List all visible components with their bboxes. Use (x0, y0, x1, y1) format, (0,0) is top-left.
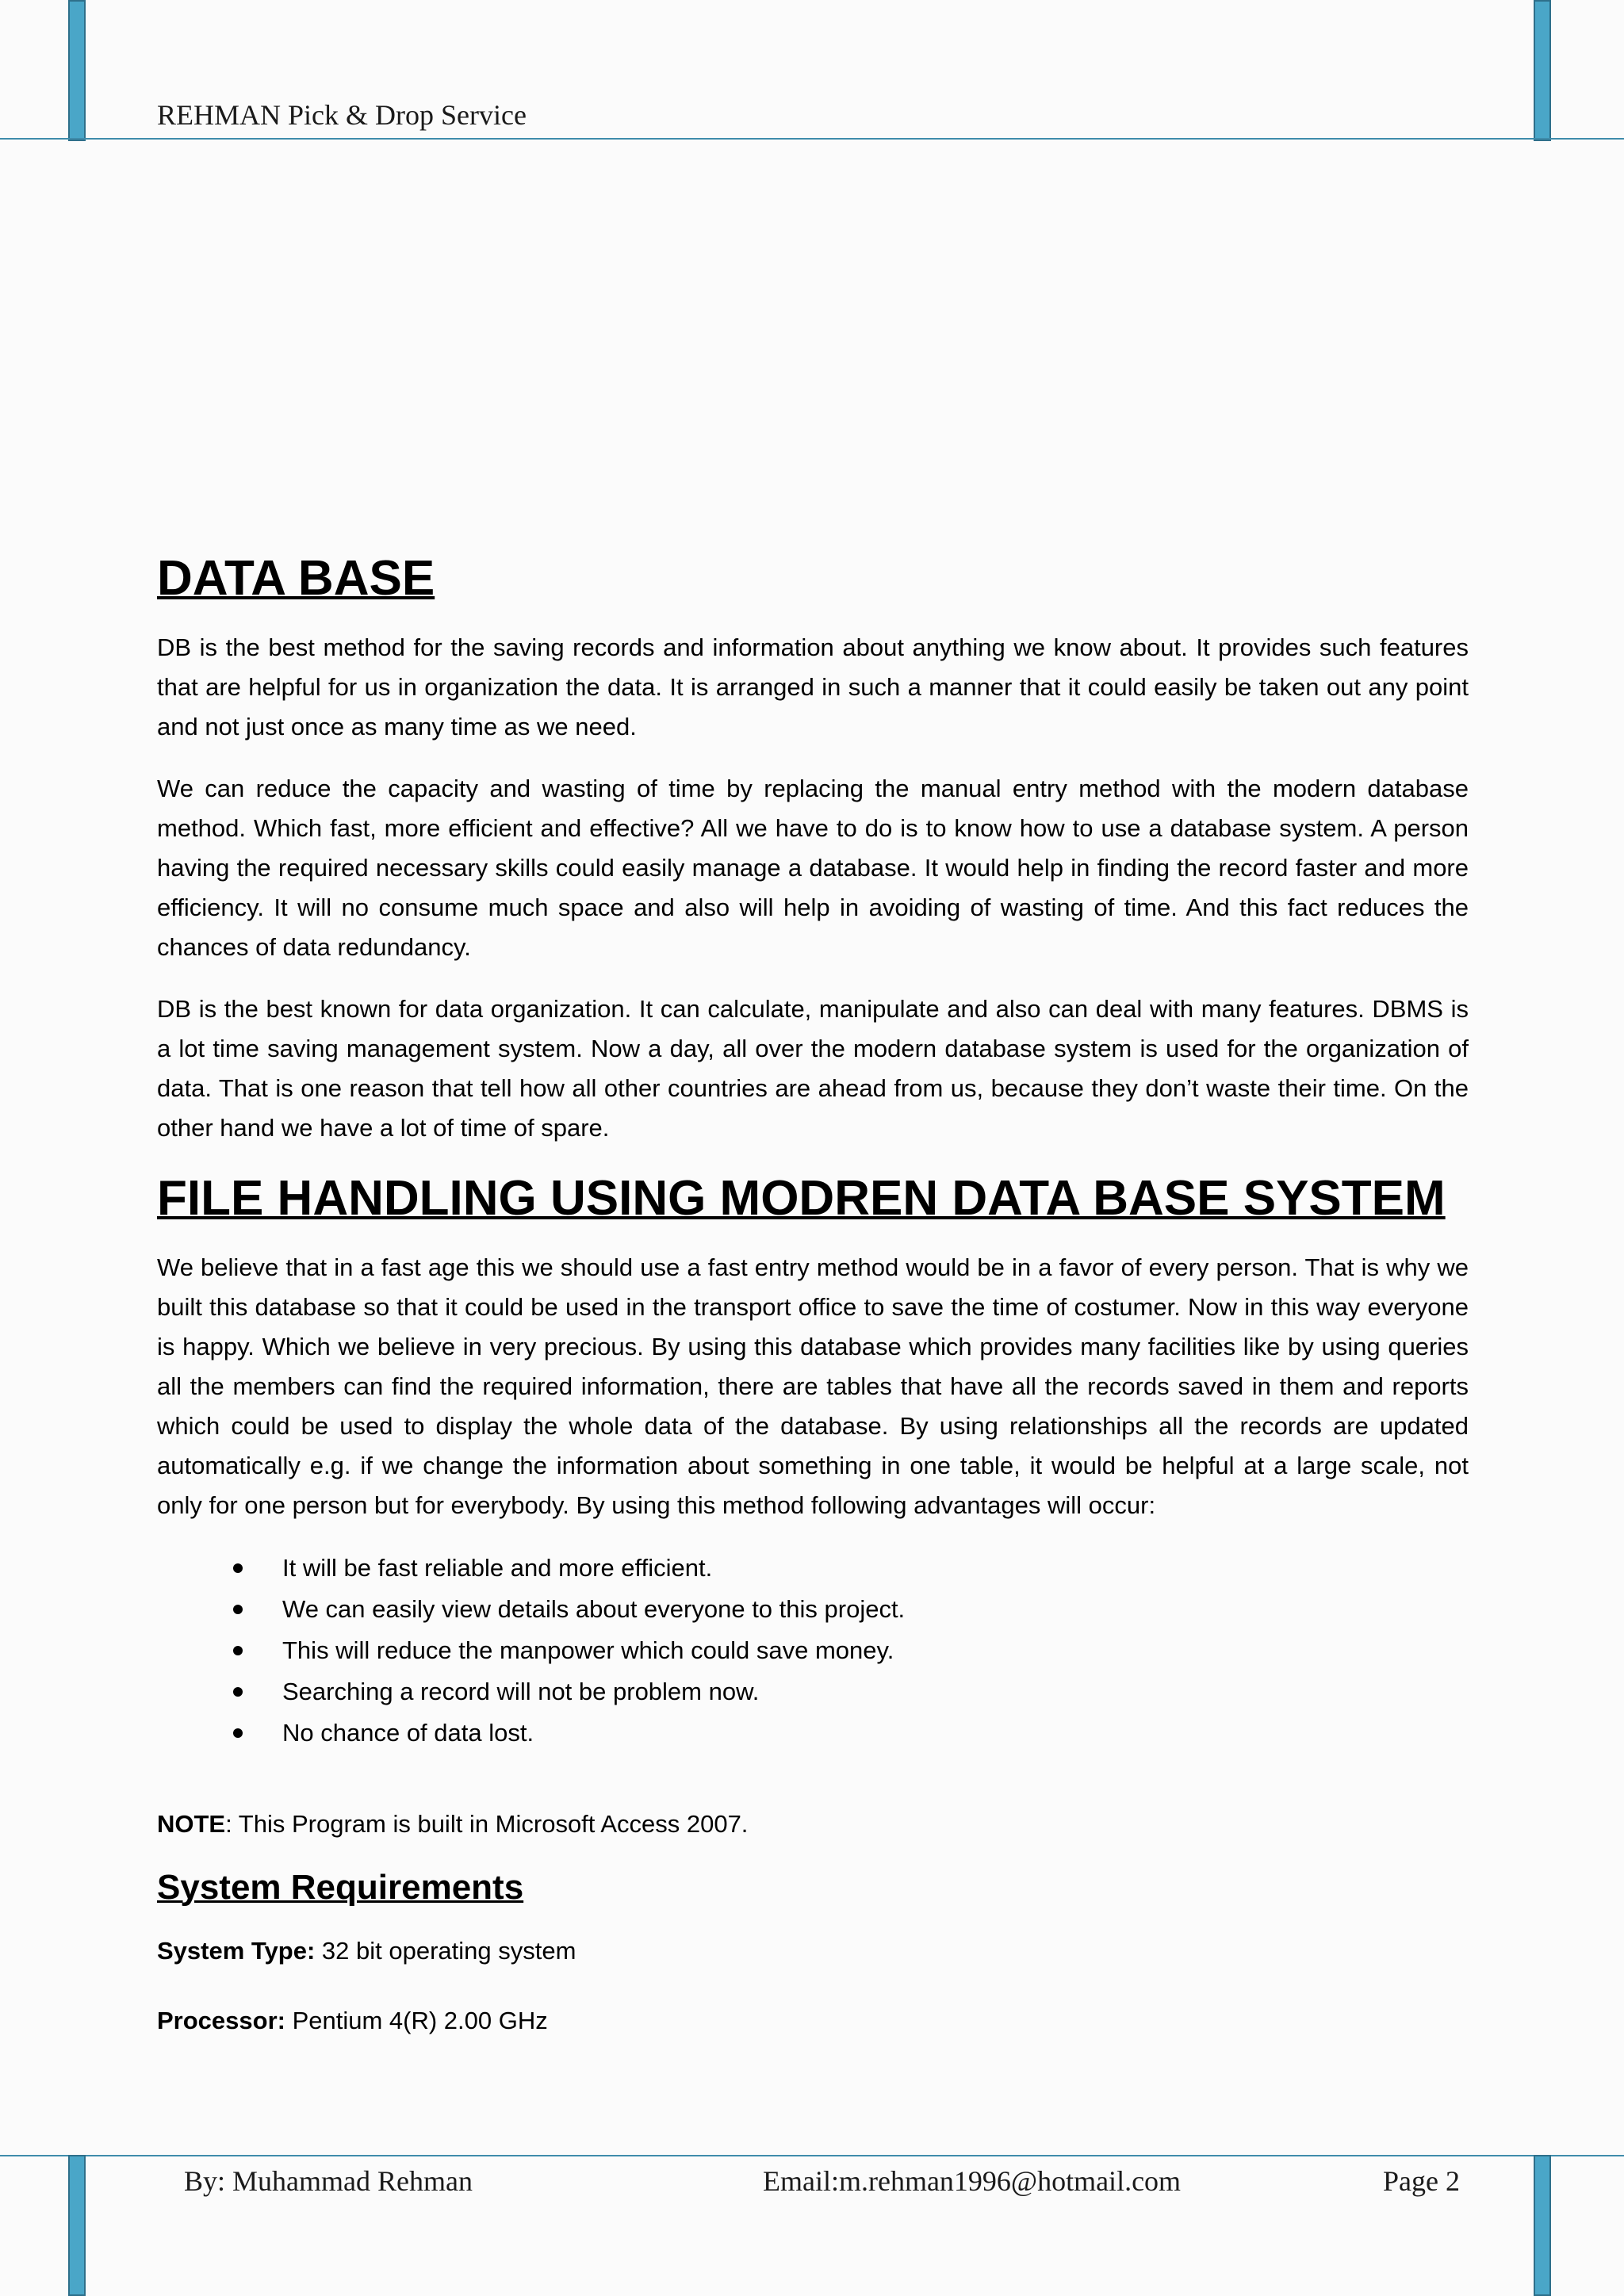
processor (157, 2001, 1469, 2041)
bullet-icon (233, 1687, 243, 1697)
page-body (157, 547, 1469, 2041)
processor-value: Pentium 4(R) 2.00 GHz (285, 2007, 548, 2034)
system-type-value: 32 bit operating system (315, 1937, 576, 1965)
system-type (157, 1931, 1469, 1971)
paragraph: We can reduce the capacity and wasting of time by replacing the manual entry method with the modern database method. Which fast, more efficient and effective? All we have to do is to know how to use a database system. A person having the required necessary skills could easily manage a database. It would help in finding the record faster and more efficiency. It will no consume much space and also will help in avoiding of wasting of time. And this fact reduces the chances of data redundancy. (157, 775, 1469, 961)
list-item: No chance of data lost. (157, 1712, 1469, 1754)
processor-label: Processor: (157, 2007, 285, 2034)
note-text: : This Program is built in Microsoft Access 2007. (225, 1810, 749, 1838)
header-left-bar (68, 0, 86, 141)
heading-file-handling: FILE HANDLING USING MODREN DATA BASE SYSTEM (157, 1171, 1446, 1226)
header-rule (0, 138, 1624, 140)
footer-left-bar (68, 2155, 86, 2296)
header-right-bar (1534, 0, 1551, 141)
bullet-icon (233, 1646, 243, 1655)
footer-right-bar (1534, 2155, 1551, 2296)
bullet-icon (233, 1728, 243, 1738)
heading-data-base: DATA BASE (157, 551, 435, 606)
list-item: This will reduce the manpower which could save money. (157, 1630, 1469, 1671)
note (157, 1804, 1469, 1844)
footer-page-number: Page 2 (1383, 2165, 1460, 2197)
note-label: NOTE (157, 1810, 226, 1838)
footer-email: Email:m.rehman1996@hotmail.com (763, 2165, 1182, 2197)
system-type-label: System Type: (157, 1937, 316, 1965)
list-item: We can easily view details about everyone to this project. (157, 1589, 1469, 1630)
advantages-list (157, 1548, 1469, 1754)
paragraph: DB is the best known for data organization. It can calculate, manipulate and also can deal with many features. DBMS is a lot time saving management system. Now a day, all over the modern database system is used for the organization of data. That is one reason that tell how all other countries are ahead from us, because they don’t waste their time. On the other hand we have a lot of time of spare. (157, 995, 1469, 1142)
paragraph: We believe that in a fast age this we should use a fast entry method would be in a favor of every person. That is why we built this database so that it could be used in the transport office to save the time of costumer. Now in this way everyone is happy. Which we believe in very precious. By using this database which provides many facilities like by using queries all the members can find the required information, there are tables that have all the records saved in them and reports which could be used to display the whole data of the database. By using relationships all the records are updated automatically e.g. if we change the information about something in one table, it would be helpful at a large scale, not only for one person but for everybody. By using this method following advantages will occur: (157, 1253, 1469, 1519)
heading-system-requirements: System Requirements (157, 1868, 524, 1907)
list-item: It will be fast reliable and more efficient. (157, 1548, 1469, 1589)
footer-rule (0, 2155, 1624, 2156)
bullet-icon (233, 1605, 243, 1614)
header-title: REHMAN Pick & Drop Service (157, 99, 527, 131)
bullet-icon (233, 1563, 243, 1573)
paragraph: DB is the best method for the saving records and information about anything we know about. It provides such features that are helpful for us in organization the data. It is arranged in such a manner that it could easily be taken out any point and not just once as many time as we need. (157, 633, 1469, 740)
list-item: Searching a record will not be problem now. (157, 1671, 1469, 1712)
footer-author: By: Muhammad Rehman (184, 2165, 473, 2197)
